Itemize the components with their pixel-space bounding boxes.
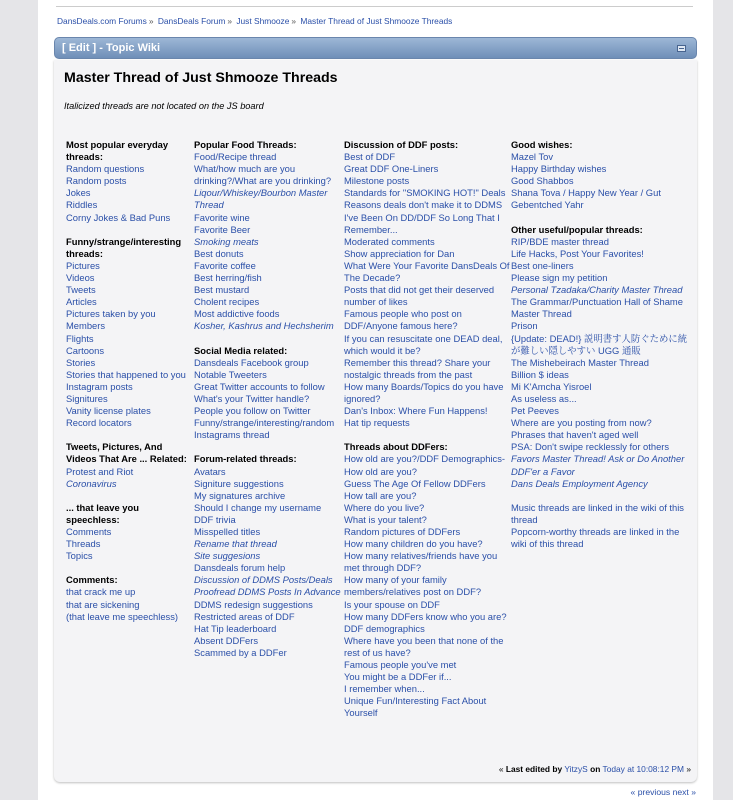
thread-link[interactable]: Prison	[511, 320, 538, 332]
thread-link[interactable]: Pictures	[66, 259, 100, 271]
thread-link[interactable]: Best herring/fish	[194, 272, 262, 284]
section-heading: Good wishes:	[511, 139, 573, 150]
thread-link[interactable]: Favorite wine	[194, 211, 250, 223]
thread-link[interactable]: How old are you?/DDF Demographics-	[344, 453, 506, 465]
thread-link[interactable]: that are sickening	[66, 598, 140, 610]
thread-link[interactable]: Stories that happened to you	[66, 368, 186, 380]
header-title-text: - Topic Wiki	[96, 42, 161, 54]
last-edited	[499, 764, 691, 774]
thread-link[interactable]: that crack me up	[66, 586, 136, 598]
thread-link[interactable]: Mazel Tov	[511, 151, 554, 163]
thread-link[interactable]: Videos	[66, 272, 95, 284]
thread-link[interactable]: Best donuts	[194, 247, 244, 259]
breadcrumb-forum[interactable]: DansDeals Forum	[157, 16, 226, 26]
last-edit-user[interactable]: YitzyS	[564, 764, 588, 774]
section-heading: Comments:	[66, 574, 118, 586]
section-gap	[66, 224, 190, 236]
section-heading: Most popular everyday threads:	[66, 139, 169, 163]
section-heading: Funny/strange/interesting threads:	[66, 235, 182, 259]
top-divider	[56, 6, 693, 7]
thread-link[interactable]: Proofread DDMS Posts In Advance	[194, 586, 341, 598]
thread-link[interactable]: Stories	[66, 356, 96, 368]
topic-pager	[631, 787, 696, 797]
thread-link[interactable]: Instagram posts	[66, 380, 133, 392]
thread-link[interactable]: Members	[66, 320, 106, 332]
thread-link[interactable]: Famous people who post on DDF/Anyone famous here?	[344, 308, 462, 332]
thread-link[interactable]: Billion $ ideas	[511, 368, 569, 380]
thread-link[interactable]: Where do you live?	[344, 501, 425, 513]
thread-link[interactable]: Great Twitter accounts to follow	[194, 380, 325, 392]
section-gap	[511, 490, 689, 502]
section-heading: Discussion of DDF posts:	[344, 139, 459, 150]
section-heading: Other useful/popular threads:	[511, 223, 643, 235]
thread-link[interactable]: Is your spouse on DDF	[344, 598, 440, 610]
thread-link[interactable]: Corny Jokes & Bad Puns	[66, 211, 171, 223]
thread-link[interactable]: Site suggesions	[194, 550, 261, 562]
thread-link[interactable]: Random questions	[66, 163, 145, 175]
thread-link[interactable]: Scammed by a DDFer	[194, 646, 287, 658]
thread-link[interactable]: Cholent recipes	[194, 296, 260, 308]
page-title: Master Thread of Just Shmooze Threads	[64, 70, 338, 86]
thread-link[interactable]: Unique Fun/Interesting Fact About Yourself	[344, 695, 487, 719]
thread-link[interactable]: Where are you posting from now?	[511, 417, 652, 429]
thread-link[interactable]: Misspelled titles	[194, 526, 261, 537]
breadcrumb-sep: »	[148, 16, 154, 26]
thread-link[interactable]: Milestone posts	[344, 175, 410, 187]
thread-link[interactable]: How tall are you?	[344, 489, 417, 501]
thread-link[interactable]: Smoking meats	[194, 235, 259, 247]
thread-link[interactable]: Vanity license plates	[66, 405, 151, 417]
last-edit-suffix: »	[684, 764, 691, 774]
thread-link[interactable]: {Update: DEAD!} 説明書す人防ぐために統が難しい隠しやすい UGG 通販	[511, 332, 688, 356]
thread-link[interactable]: I've Been On DD/DDF So Long That I Remember...	[344, 211, 500, 235]
thread-link[interactable]: Standards for "SMOKING HOT!" Deals	[344, 187, 506, 199]
wiki-column-3	[344, 139, 510, 720]
thread-link[interactable]: Protest and Riot	[66, 465, 134, 477]
thread-link[interactable]: Random posts	[66, 175, 127, 187]
thread-link[interactable]: Phrases that haven't aged well	[511, 429, 639, 441]
topic-wiki-header	[54, 37, 697, 59]
thread-link[interactable]: Hat Tip leaderboard	[194, 622, 277, 634]
section-gap	[66, 490, 190, 502]
thread-link[interactable]: Liqour/Whiskey/Bourbon Master Thread	[194, 187, 328, 211]
thread-link[interactable]: What is your talent?	[344, 513, 427, 525]
thread-link[interactable]: Guess The Age Of Fellow DDFers	[344, 477, 486, 489]
thread-link[interactable]: Avatars	[194, 465, 226, 477]
thread-link[interactable]: How many children do you have?	[344, 538, 483, 550]
thread-link[interactable]: Riddles	[66, 199, 98, 211]
thread-link[interactable]: How old are you?	[344, 465, 417, 477]
thread-link[interactable]: Dansdeals Facebook group	[194, 356, 309, 368]
thread-link[interactable]: Coronavirus	[66, 477, 117, 489]
thread-link[interactable]: Jokes	[66, 187, 91, 199]
thread-link[interactable]: Popcorn-worthy threads are linked in the wiki of this thread	[511, 526, 680, 550]
thread-link[interactable]: Life Hacks, Post Your Favorites!	[511, 247, 644, 259]
last-edit-date[interactable]: Today at 10:08:12 PM	[602, 764, 684, 774]
wiki-column-4	[511, 139, 689, 550]
thread-link[interactable]: Great DDF One-Liners	[344, 163, 439, 175]
thread-link[interactable]: Absent DDFers	[194, 634, 259, 646]
thread-link[interactable]: How many of your family members/relatives post on DDF?	[344, 574, 482, 598]
thread-link[interactable]: Where have you been that none of the rest of us have?	[344, 634, 504, 658]
edit-link[interactable]: [ Edit ]	[62, 42, 97, 54]
thread-link[interactable]: How many Boards/Topics do you have ignored?	[344, 380, 504, 404]
collapse-icon[interactable]	[677, 45, 686, 52]
breadcrumb-sep: »	[227, 16, 232, 26]
thread-link[interactable]: Dan's Inbox: Where Fun Happens!	[344, 405, 488, 417]
thread-link[interactable]: Good Shabbos	[511, 175, 574, 187]
thread-link[interactable]: How many relatives/friends have you met through DDF?	[344, 550, 498, 574]
next-topic-link[interactable]: next »	[672, 787, 696, 797]
thread-link[interactable]: Music threads are linked in the wiki of this thread	[511, 501, 684, 525]
thread-link[interactable]: Most addictive foods	[194, 308, 280, 320]
thread-link[interactable]: PSA: Don't swipe recklessly for others	[511, 441, 670, 453]
thread-link[interactable]: Topics	[66, 550, 93, 562]
thread-link[interactable]: Kosher, Kashrus and Hechsherim	[194, 320, 334, 332]
thread-link[interactable]: Please sign my petition	[511, 272, 608, 284]
wiki-panel	[54, 60, 697, 782]
header-title	[62, 42, 160, 54]
thread-link[interactable]: Restricted areas of DDF	[194, 610, 295, 622]
thread-link[interactable]: Signitures	[66, 392, 108, 404]
section-heading: Popular Food Threads:	[194, 139, 297, 150]
thread-link[interactable]: Threads	[66, 538, 101, 550]
thread-link[interactable]: Favors Master Thread! Ask or Do Another DDF'er a Favor	[511, 453, 685, 477]
thread-link[interactable]: (that leave me speechless)	[66, 610, 179, 622]
thread-link[interactable]: People you follow on Twitter	[194, 405, 311, 417]
thread-link[interactable]: Mi K'Amcha Yisroel	[511, 380, 592, 392]
previous-topic-link[interactable]: « previous	[630, 787, 671, 797]
thread-link[interactable]: DDMS redesign suggestions	[194, 598, 313, 610]
section-heading: Forum-related threads:	[194, 453, 297, 465]
thread-link[interactable]: Best of DDF	[344, 151, 396, 163]
thread-link[interactable]: I remember when...	[344, 683, 425, 695]
page-body	[38, 0, 713, 800]
thread-link[interactable]: Pictures taken by you	[66, 308, 156, 320]
section-gap	[194, 333, 342, 345]
thread-link[interactable]: Reasons deals don't make it to DDMS	[344, 199, 503, 211]
thread-link[interactable]: If you can resuscitate one DEAD deal, which would it be?	[344, 332, 503, 356]
thread-link[interactable]: Favorite coffee	[194, 259, 256, 271]
thread-link[interactable]: Food/Recipe thread	[194, 151, 277, 163]
wiki-column-2	[194, 139, 342, 659]
thread-link[interactable]: Signiture suggestions	[194, 477, 284, 489]
thread-link[interactable]: How many DDFers know who you are? DDF demographics	[344, 610, 507, 634]
thread-link[interactable]: DDF trivia	[194, 513, 236, 525]
thread-link[interactable]: Remember this thread? Share your nostalgic threads from the past	[344, 356, 491, 380]
thread-link[interactable]: Best mustard	[194, 284, 250, 296]
thread-link[interactable]: Shana Tova / Happy New Year / Gut Gebentched Yahr	[511, 187, 661, 211]
thread-link[interactable]: Pet Peeves	[511, 405, 559, 417]
thread-link[interactable]: Hat tip requests	[344, 417, 410, 429]
thread-link[interactable]: As useless as...	[511, 392, 577, 404]
thread-link[interactable]: The Grammar/Punctuation Hall of Shame Master Thread	[511, 296, 683, 320]
thread-link[interactable]: Comments	[66, 526, 112, 537]
thread-link[interactable]: Personal Tzadaka/Charity Master Thread	[511, 284, 683, 296]
thread-link[interactable]: What Were Your Favorite DansDeals Of The Decade?	[344, 259, 510, 284]
thread-link[interactable]: Tweets	[66, 284, 96, 296]
thread-link[interactable]: Show appreciation for Dan	[344, 247, 455, 259]
thread-link[interactable]: What's your Twitter handle?	[194, 392, 310, 404]
thread-link[interactable]: Moderated comments	[344, 235, 435, 247]
thread-link[interactable]: My signatures archive	[194, 489, 286, 501]
breadcrumb-forums[interactable]: DansDeals.com Forums	[57, 16, 147, 26]
thread-link[interactable]: Discussion of DDMS Posts/Deals	[194, 574, 333, 586]
section-heading: Threads about DDFers:	[344, 441, 448, 453]
section-heading: Tweets, Pictures, And Videos That Are ... Related:	[66, 441, 187, 465]
italic-note: Italicized threads are not located on the JS board	[64, 101, 264, 111]
thread-link[interactable]: Dans Deals Employment Agency	[511, 477, 648, 489]
thread-link[interactable]: Record locators	[66, 417, 132, 429]
thread-link[interactable]: Articles	[66, 296, 97, 308]
thread-link[interactable]: Random pictures of DDFers	[344, 526, 461, 537]
thread-link[interactable]: You might be a DDFer if...	[344, 671, 452, 683]
section-heading: ... that leave you speechless:	[66, 501, 139, 525]
breadcrumb	[57, 16, 452, 26]
thread-link[interactable]: Flights	[66, 332, 94, 344]
last-edit-prefix: «	[498, 764, 506, 774]
thread-link[interactable]: Should I change my username	[194, 501, 322, 513]
section-gap	[66, 562, 190, 574]
thread-link[interactable]: Funny/strange/interesting/random Instagrams thread	[194, 417, 335, 441]
thread-link[interactable]: Favorite Beer	[194, 223, 251, 235]
thread-link[interactable]: Dansdeals forum help	[194, 562, 286, 574]
thread-link[interactable]: RIP/BDE master thread	[511, 235, 609, 247]
last-edit-on: on	[590, 764, 601, 774]
last-edit-label: Last edited by	[505, 764, 563, 774]
thread-link[interactable]: What/how much are you drinking?/What are you drinking?	[194, 163, 332, 187]
thread-link[interactable]: Famous people you've met	[344, 659, 457, 671]
thread-link[interactable]: Rename that thread	[194, 538, 277, 550]
breadcrumb-topic[interactable]: Master Thread of Just Shmooze Threads	[300, 16, 453, 26]
thread-link[interactable]: The Mishebeirach Master Thread	[511, 356, 649, 368]
thread-link[interactable]: Notable Tweeters	[194, 368, 267, 380]
section-gap	[511, 212, 689, 224]
breadcrumb-sep: »	[291, 16, 297, 26]
thread-link[interactable]: Best one-liners	[511, 259, 574, 271]
thread-link[interactable]: Posts that did not get their deserved number of likes	[344, 284, 495, 308]
wiki-column-1	[66, 139, 190, 623]
section-gap	[194, 441, 342, 453]
section-gap	[344, 429, 510, 441]
section-heading: Social Media related:	[194, 344, 288, 356]
thread-link[interactable]: Cartoons	[66, 344, 105, 356]
breadcrumb-board[interactable]: Just Shmooze	[236, 16, 290, 26]
section-gap	[66, 429, 190, 441]
thread-link[interactable]: Happy Birthday wishes	[511, 163, 607, 175]
